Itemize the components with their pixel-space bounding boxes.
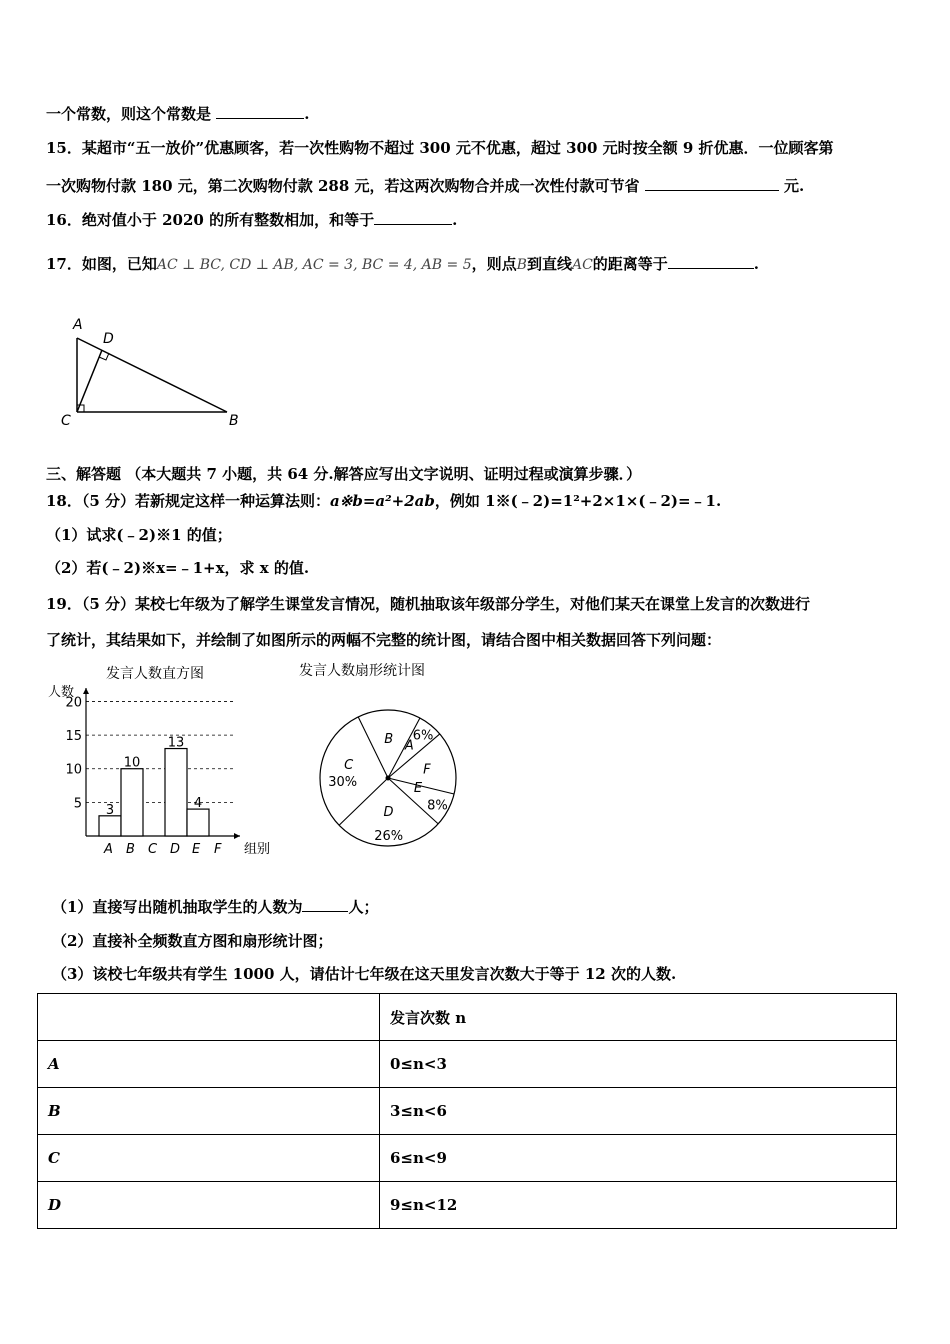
x-axis-arrow <box>234 833 240 839</box>
section-3-heading: 三、解答题 （本大题共 7 小题，共 64 分.解答应写出文字说明、证明过程或演算步骤．） <box>46 465 642 483</box>
label-B: B <box>229 413 239 429</box>
x-tick-label: B <box>126 842 135 857</box>
pie-center <box>386 776 391 781</box>
table-cell-range: 6≤n<9 <box>380 1135 897 1182</box>
bar <box>187 809 209 836</box>
bar-value-label: 13 <box>167 735 185 751</box>
pie-chart <box>296 660 476 850</box>
bar-value-label: 10 <box>123 755 141 771</box>
q19-part1: （1）直接写出随机抽取学生的人数为 人； <box>52 898 379 916</box>
x-tick-label: C <box>148 842 158 857</box>
label-D: D <box>103 331 114 347</box>
q17: 17．如图，已知AC ⊥ BC, CD ⊥ AB, AC = 3, BC = 4, AB = 5，则点B到直线AC的距离等于 . <box>46 255 760 273</box>
answer-blank <box>374 210 452 225</box>
bar-value-label: 4 <box>193 796 203 812</box>
q18: 18．（5 分）若新规定这样一种运算法则：a※b=a²+2ab，例如 1※(﹣2)=1²+2×1×(﹣2)=﹣1. <box>46 492 722 510</box>
x-tick-label: A <box>104 842 113 857</box>
table-cell-group: A <box>38 1041 380 1088</box>
y-tick-label: 10 <box>65 762 82 778</box>
bar <box>165 749 187 836</box>
q14-tail: 一个常数，则这个常数是 . <box>46 105 310 123</box>
label-A: A <box>73 317 83 333</box>
triangle-figure <box>55 312 255 437</box>
q18-part2: （2）若(﹣2)※x=﹣1+x，求 x 的值. <box>46 559 310 577</box>
table-cell-group: C <box>38 1135 380 1182</box>
pie-slice-label: D <box>383 804 394 820</box>
q16: 16．绝对值小于 2020 的所有整数相加，和等于 . <box>46 211 458 229</box>
pie-slice-value: 26% <box>374 828 404 844</box>
table-row <box>38 1182 897 1229</box>
y-axis-arrow <box>83 688 89 694</box>
table-cell-range: 3≤n<6 <box>380 1088 897 1135</box>
x-tick-label: D <box>170 842 181 857</box>
q19-part3: （3）该校七年级共有学生 1000 人，请估计七年级在这天里发言次数大于等于 12 次的人数. <box>52 965 677 983</box>
q19-part2: （2）直接补全频数直方图和扇形统计图； <box>52 932 333 950</box>
pie-slice-label: F <box>423 762 431 778</box>
y-tick-label: 5 <box>73 796 82 812</box>
pie-slice-label: B <box>384 732 394 748</box>
table-row <box>38 1135 897 1182</box>
histogram-xlabel: 组别 <box>244 842 271 857</box>
table-cell-range: 0≤n<3 <box>380 1041 897 1088</box>
pie-slice-label: E <box>413 780 423 796</box>
table-row <box>38 1088 897 1135</box>
table-header-row <box>38 994 897 1041</box>
pie-title: 发言人数扇形统计图 <box>299 663 425 679</box>
pie-slice-value: 6% <box>412 728 434 744</box>
table-row <box>38 1041 897 1088</box>
histogram-ylabel: 人数 <box>48 685 75 700</box>
table-cell-range: 9≤n<12 <box>380 1182 897 1229</box>
bar <box>121 769 143 836</box>
q17-math: AC ⊥ BC, CD ⊥ AB, AC = 3, BC = 4, AB = 5 <box>156 257 472 273</box>
table-cell-group: B <box>38 1088 380 1135</box>
pie-slice-label: C <box>344 758 354 774</box>
table-header-cell <box>38 994 380 1041</box>
answer-blank <box>216 104 304 119</box>
y-tick-label: 15 <box>65 729 82 745</box>
answer-blank <box>302 897 348 912</box>
bar <box>99 816 121 836</box>
q15-line1: 15．某超市“五一放价”优惠顾客，若一次性购物不超过 300 元不优惠，超过 300 元时按全额 9 折优惠．一位顾客第 <box>46 139 834 157</box>
q19-line1: 19．（5 分）某校七年级为了解学生课堂发言情况，随机抽取该年级部分学生，对他们某天在课堂上发言的次数进行 <box>46 595 811 613</box>
x-tick-label: F <box>214 842 222 857</box>
q18-part1: （1）试求(﹣2)※1 的值； <box>46 526 232 544</box>
histogram-chart <box>44 660 284 860</box>
answer-blank <box>668 254 754 269</box>
q19-line2: 了统计，其结果如下，并绘制了如图所示的两幅不完整的统计图，请结合图中相关数据回答下列问题： <box>46 631 722 649</box>
y-tick-label: 20 <box>65 695 82 711</box>
label-C: C <box>61 413 71 429</box>
bar-value-label: 3 <box>105 802 115 818</box>
q15-line2: 一次购物付款 180 元，第二次购物付款 288 元，若这两次购物合并成一次性付款可节省 元. <box>46 177 805 195</box>
histogram-title: 发言人数直方图 <box>106 666 204 682</box>
pie-slice-value: 8% <box>427 798 448 814</box>
frequency-table <box>37 993 897 1229</box>
table-header-cell: 发言次数 n <box>380 994 897 1041</box>
answer-blank <box>645 176 779 191</box>
x-tick-label: E <box>192 842 201 857</box>
pie-slice-value: 30% <box>328 775 358 791</box>
pie-slice-label: A <box>404 738 414 754</box>
table-cell-group: D <box>38 1182 380 1229</box>
